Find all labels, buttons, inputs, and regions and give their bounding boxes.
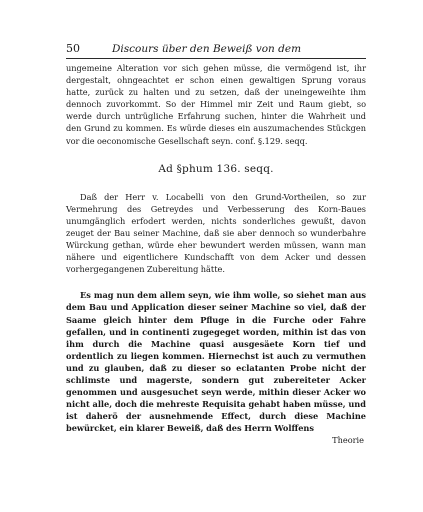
running-title: Discours über den Beweiß von dem xyxy=(112,43,302,55)
paragraph-machine: Es mag nun dem allem seyn, wie ihm wolle, so siehet man aus dem Bau und Application dieser seiner Machine so viel, daß der Saame gleich hinter dem Pfluge in die Furche oder Fahre gefallen, und in continenti zugegeget worden, mithin ist das von ihm durch die Machine quasi ausgesäete Korn tief und ordentlich zu liegen kommen. Hiernechst ist auch zu vermuthen und zu glauben, daß zu dieser so eclatanten Probe nicht der schlimste und magerste, sondern gut zubereiteter Acker genommen und ausgesuchet seyn werde, mithin dieser Acker wo nicht alle, doch die mehreste Requisita gehabt haben müsse, und ist daherö der ausnehmende Effect, durch diese Machine bewürcket, ein klarer Beweiß, daß des Herrn Wolffens xyxy=(66,290,366,434)
catchword: Theorie xyxy=(332,435,364,446)
section-heading: Ad §phum 136. seqq. xyxy=(158,162,274,175)
paragraph-continued: ungemeine Alteration vor sich gehen müsse, die vermögend ist, ihr dergestalt, ohngeachtet er schon einen gewaltigen Sprung voraus hatte, zurück zu halten und zu setzen, daß der uneingeweihte ihm dennoch zuvorkommt. So der Himmel mir Zeit und Raum giebt, so werde durch untrügliche Erfahrung suchen, hinter die Wahrheit und den Grund zu kommen. Es würde dieses ein auszumachendes Stückgen vor die oeconomische Gesellschaft seyn. conf. §.129. seqq. xyxy=(66,63,366,146)
page-number: 50 xyxy=(66,42,80,55)
paragraph-gap xyxy=(66,275,366,289)
running-head xyxy=(66,42,366,59)
paragraph-locabelli: Daß der Herr v. Locabelli von den Grund-Vortheilen, so zur Vermehrung des Getreydes und Verbesserung des Korn-Baues unumgänglich erfodert werden, nichts sonderliches gewußt, davon zeuget der Bau seiner Machine, daß sie aber dennoch so wunderbahre Würckung gethan, würde eher bewundert werden müssen, wann man nähere und eigentlichere Kundschafft von dem Acker und dessen vorhergegangenen Zubereitung hätte. xyxy=(66,191,366,275)
text-block xyxy=(66,42,366,446)
